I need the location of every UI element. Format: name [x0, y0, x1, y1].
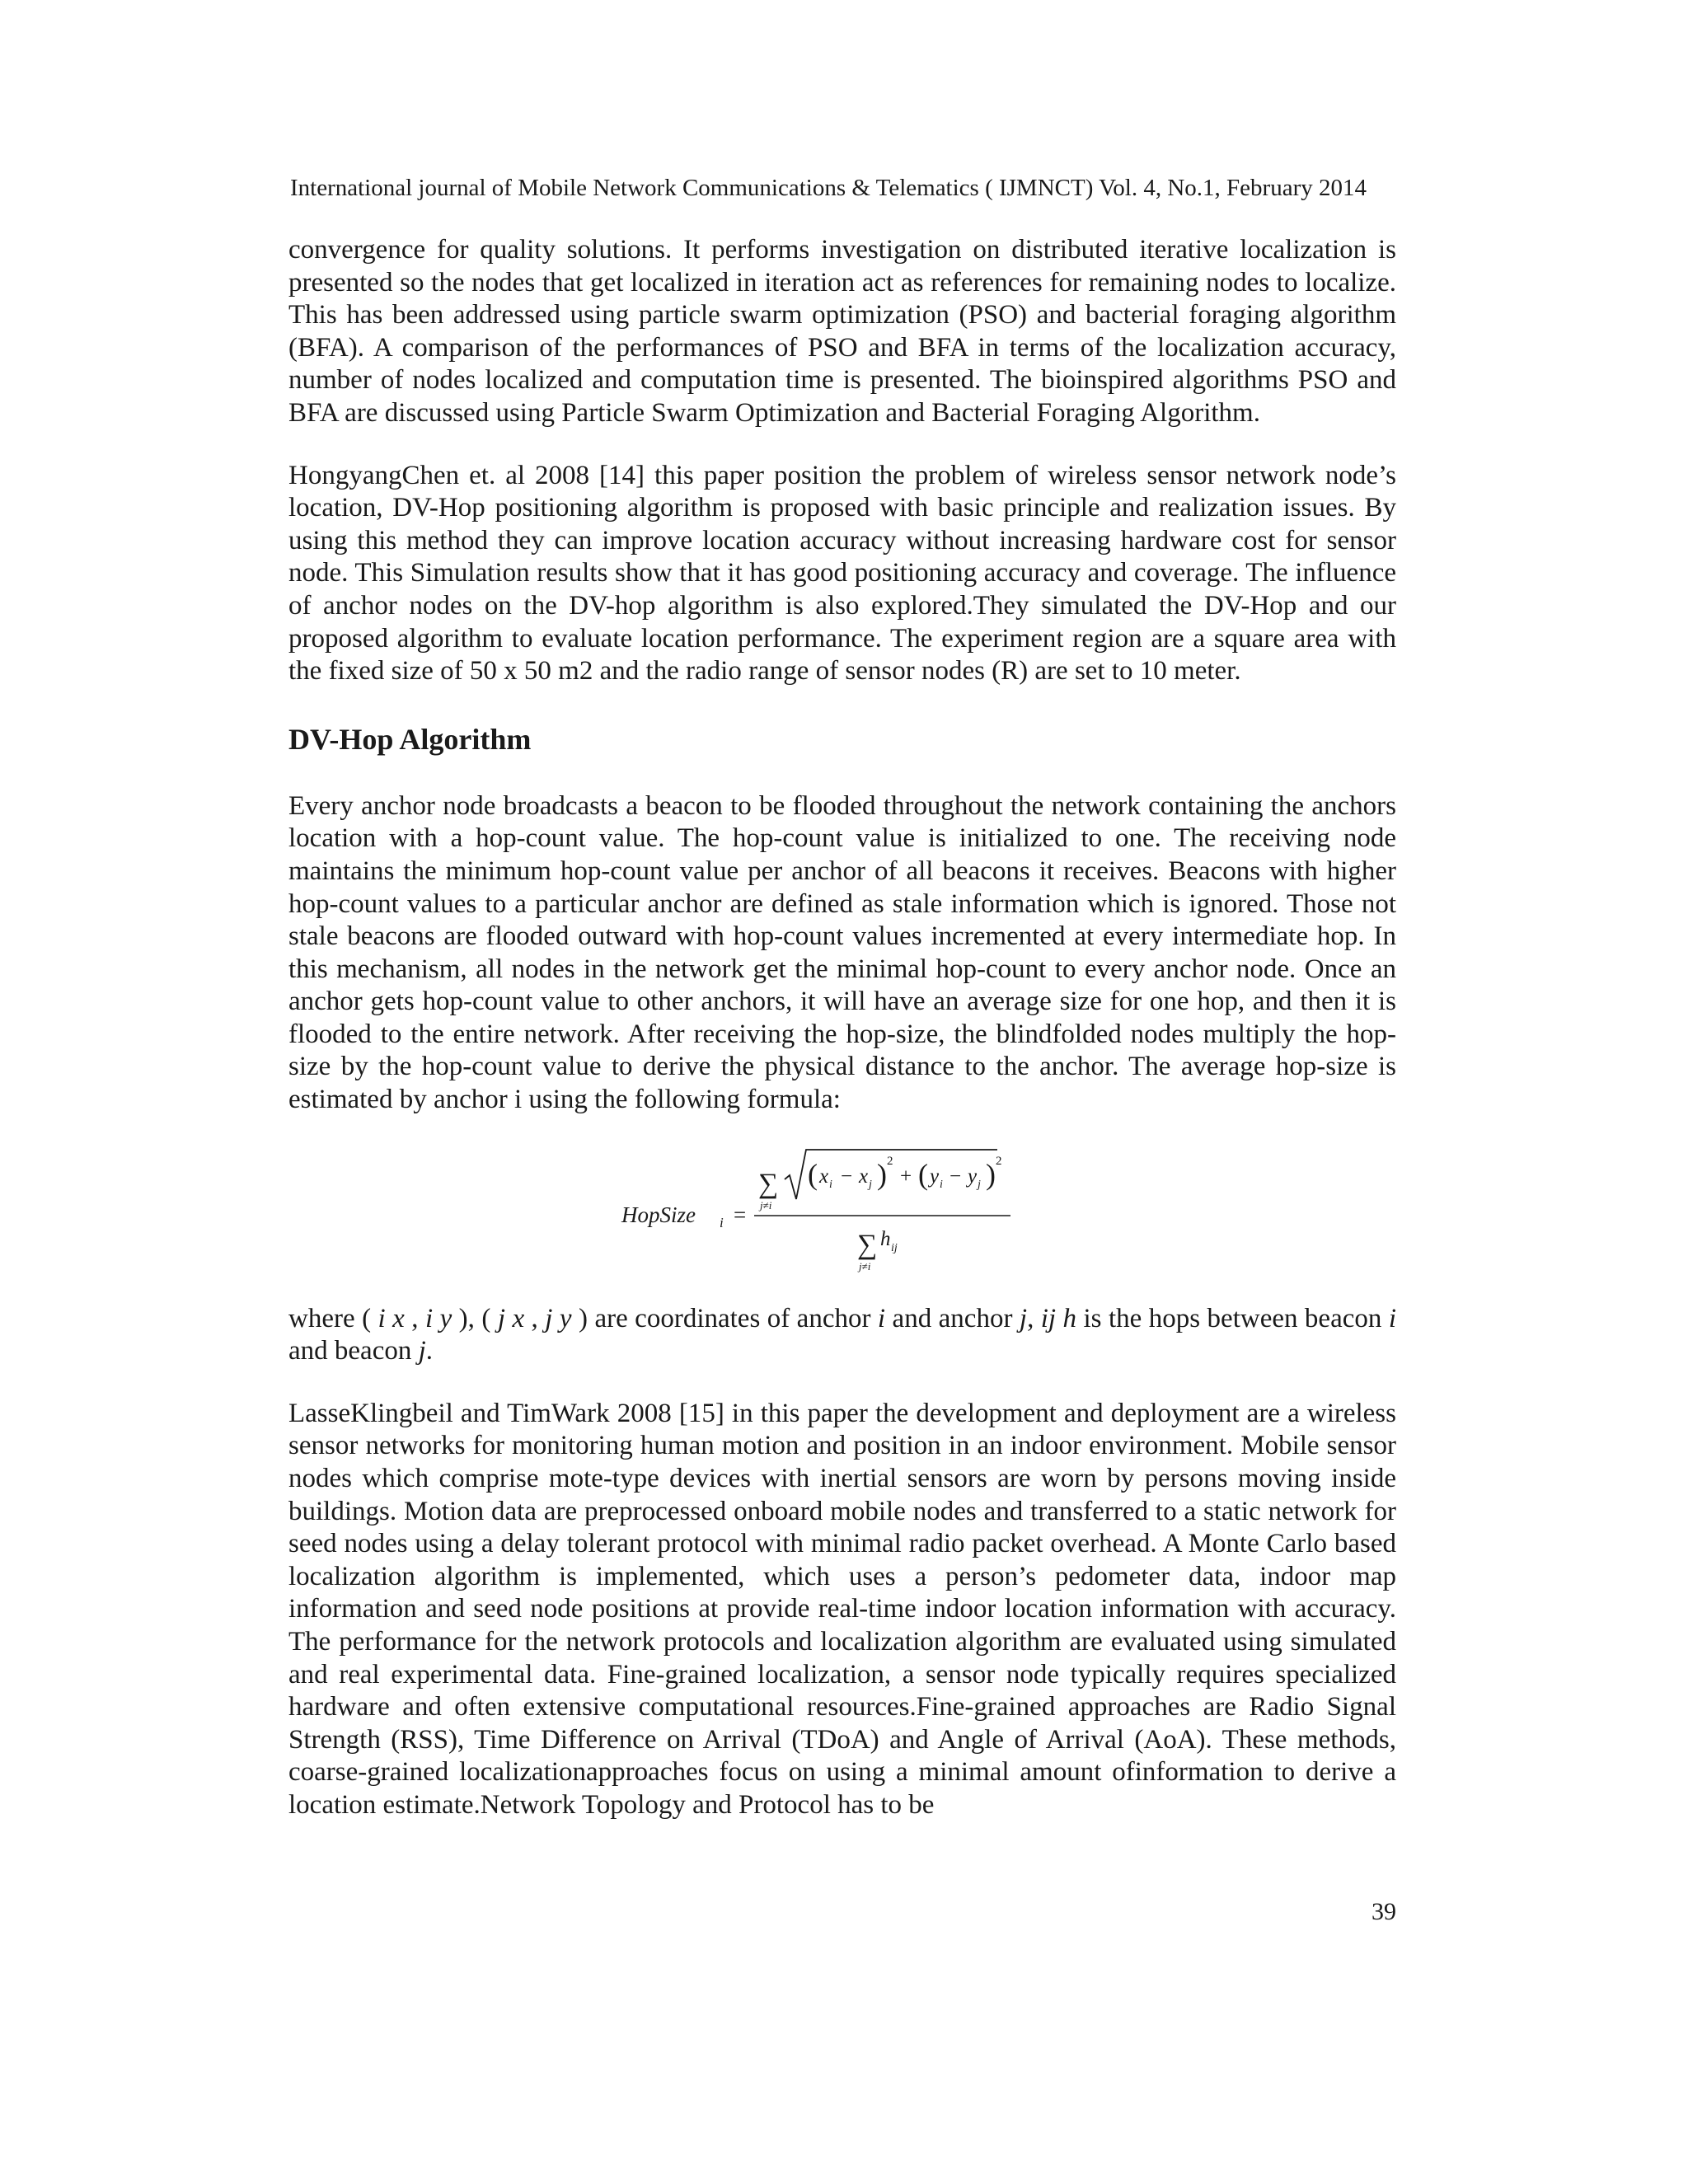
- term-x-i-sub: i: [829, 1178, 832, 1191]
- square-x: 2: [887, 1154, 893, 1168]
- square-y: 2: [996, 1154, 1002, 1168]
- hopsize-formula: [288, 1141, 1396, 1277]
- formula-equals: =: [734, 1202, 747, 1227]
- paragraph-where-definitions: where ( i x , i y ), ( j x , j y ) are coordinates of anchor i and anchor j, ij h is the hops between beacon i and beacon j.: [288, 1303, 1397, 1366]
- hopsize-formula-svg: [610, 1141, 1071, 1277]
- minus-y: −: [950, 1165, 962, 1188]
- formula-lhs: HopSize: [621, 1202, 696, 1227]
- term-x-j-sub: j: [869, 1178, 872, 1191]
- term-y-j: y: [968, 1165, 978, 1188]
- minus-x: −: [841, 1165, 853, 1188]
- denominator-sum-symbol: ∑: [857, 1229, 878, 1260]
- paren-close-x: ): [877, 1157, 887, 1191]
- running-header: International journal of Mobile Network Communications & Telematics ( IJMNCT) Vol. 4, No.1, February 2014: [290, 175, 1367, 201]
- paragraph-klingbeil-wark: LasseKlingbeil and TimWark 2008 [15] in this paper the development and deployment are a wireless sensor networks for monitoring human motion and position in an indoor environment. Mobile sensor nodes which comprise mote-type devices with inertial sensors are worn by persons moving inside buildings. Motion data are preprocessed onboard mobile nodes and transferred to a static network for seed nodes using a delay tolerant protocol with minimal radio packet overhead. A Monte Carlo based localization algorithm is implemented, which uses a person’s pedometer data, indoor map information and seed node positions at provide real-time indoor location information with accuracy. The performance for the network protocols and localization algorithm are evaluated using simulated and real experimental data. Fine-grained localization, a sensor node typically requires specialized hardware and often extensive computational resources.Fine-grained approaches are Radio Signal Strength (RSS), Time Difference on Arrival (TDoA) and Angle of Arrival (AoA). These methods, coarse-grained localizationapproaches focus on using a minimal amount ofinformation to derive a location estimate.Network Topology and Protocol has to be: [288, 1398, 1396, 1820]
- term-x-i: x: [819, 1165, 829, 1188]
- page-number: 39: [1372, 1898, 1396, 1925]
- paren-open-x: (: [808, 1157, 818, 1191]
- plus-sign: +: [900, 1165, 912, 1188]
- numerator-sum-index: j≠i: [760, 1198, 772, 1212]
- formula-lhs-subscript: i: [720, 1214, 724, 1230]
- denominator-sum-index: j≠i: [859, 1259, 871, 1272]
- term-y-j-sub: j: [978, 1178, 981, 1191]
- denominator-h: h: [880, 1227, 891, 1250]
- paren-open-y: (: [918, 1157, 928, 1191]
- section-heading-dv-hop: DV-Hop Algorithm: [288, 722, 532, 756]
- term-x-j: x: [859, 1165, 869, 1188]
- paragraph-dv-hop-description: Every anchor node broadcasts a beacon to be flooded throughout the network containing the anchors location with a hop-count value. The hop-count value is initialized to one. The receiving node maintains the minimum hop-count value per anchor of all beacons it receives. Beacons with higher hop-count values to a particular anchor are defined as stale information which is ignored. Those not stale beacons are flooded outward with hop-count values incremented at every intermediate hop. In this mechanism, all nodes in the network get the minimal hop-count to every anchor node. Once an anchor gets hop-count value to other anchors, it will have an average size for one hop, and then it is flooded to the entire network. After receiving the hop-size, the blindfolded nodes multiply the hop-size by the hop-count value to derive the physical distance to the anchor. The average hop-size is estimated by anchor i using the following formula:: [288, 790, 1396, 1115]
- term-y-i-sub: i: [940, 1178, 943, 1191]
- denominator-h-sub: ij: [891, 1241, 898, 1254]
- paragraph-pso-bfa: convergence for quality solutions. It performs investigation on distributed iterative localization is presented so the nodes that get localized in iteration act as references for remaining nodes to localize. This has been addressed using particle swarm optimization (PSO) and bacterial foraging algorithm (BFA). A comparison of the performances of PSO and BFA in terms of the localization accuracy, number of nodes localized and computation time is presented. The bioinspired algorithms PSO and BFA are discussed using Particle Swarm Optimization and Bacterial Foraging Algorithm.: [288, 235, 1396, 428]
- paren-close-y: ): [986, 1157, 996, 1191]
- numerator-sum-symbol: ∑: [758, 1168, 779, 1199]
- body-content: [288, 234, 1396, 1822]
- paragraph-hongyang-chen: HongyangChen et. al 2008 [14] this paper position the problem of wireless sensor network node’s location, DV-Hop positioning algorithm is proposed with basic principle and realization issues. By using this method they can improve location accuracy without increasing hardware cost for sensor node. This Simulation results show that it has good positioning accuracy and coverage. The influence of anchor nodes on the DV-hop algorithm is also explored.They simulated the DV-Hop and our proposed algorithm to evaluate location performance. The experiment region are a square area with the fixed size of 50 x 50 m2 and the radio range of sensor nodes (R) are set to 10 meter.: [288, 460, 1396, 687]
- term-y-i: y: [930, 1165, 940, 1188]
